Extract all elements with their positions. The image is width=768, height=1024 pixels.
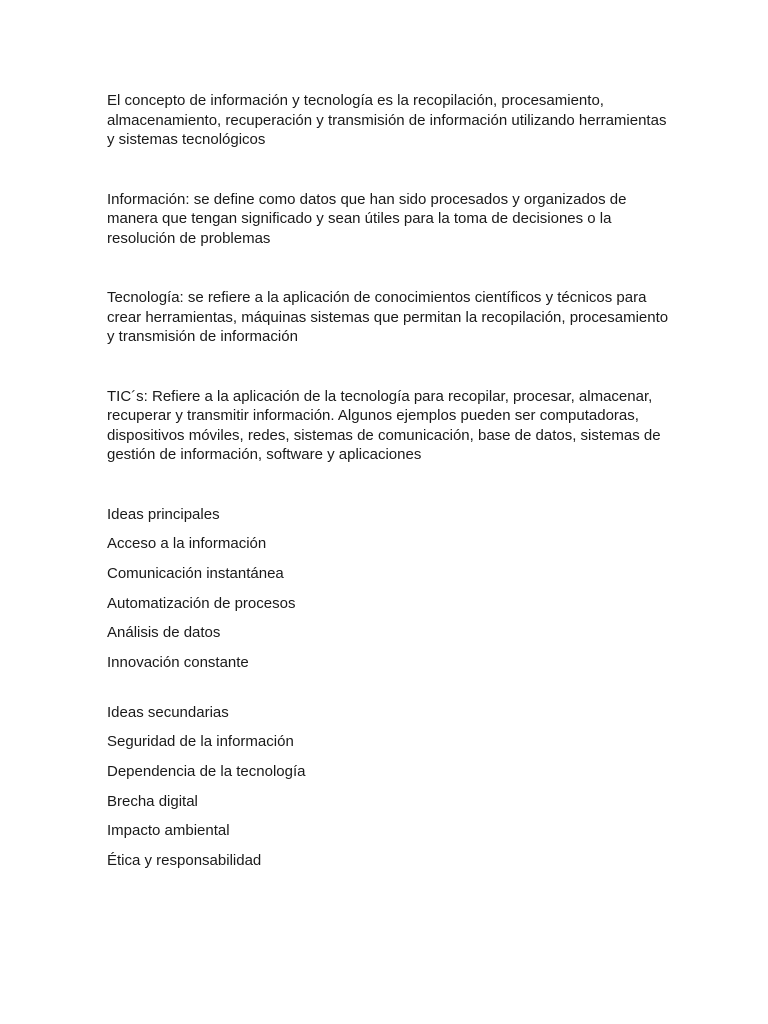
list-item: Comunicación instantánea xyxy=(107,564,284,582)
document-page xyxy=(107,91,677,881)
list-item: Análisis de datos xyxy=(107,624,221,642)
list-item: Innovación constante xyxy=(107,653,249,671)
ideas-principales-heading: Ideas principales xyxy=(107,505,220,523)
list-item: Brecha digital xyxy=(107,792,198,810)
paragraph-tecnologia: Tecnología: se refiere a la aplicación de conocimientos científicos y técnicos para crear herramientas, máquinas sistemas que permitan la recopilación, procesamiento y transmisión de información xyxy=(107,289,669,345)
section-spacer xyxy=(107,683,677,703)
ideas-secundarias-list xyxy=(107,732,677,870)
ideas-principales-section xyxy=(107,505,677,673)
list-item: Ética y responsabilidad xyxy=(107,852,262,870)
paragraph-tics: TIC´s: Refiere a la aplicación de la tecnología para recopilar, procesar, almacenar, recuperar y transmitir información. Algunos ejemplos pueden ser computadoras, dispositivos móviles, redes, sistemas de comunicación, base de datos, sistemas de gestión de información, software y aplicaciones xyxy=(107,387,661,463)
ideas-secundarias-section xyxy=(107,703,677,871)
list-item: Dependencia de la tecnología xyxy=(107,763,306,780)
ideas-principales-list xyxy=(107,534,677,672)
list-item: Automatización de procesos xyxy=(107,594,296,612)
ideas-secundarias-heading: Ideas secundarias xyxy=(107,703,229,721)
paragraph-informacion: Información: se define como datos que han sido procesados y organizados de manera que tengan significado y sean útiles para la toma de decisiones o la resolución de problemas xyxy=(107,190,627,247)
list-item: Seguridad de la información xyxy=(107,733,294,751)
paragraph-concepto: El concepto de información y tecnología es la recopilación, procesamiento, almacenamiento, recuperación y transmisión de información utilizando herramientas y sistemas tecnológicos xyxy=(107,92,667,148)
list-item: Impacto ambiental xyxy=(107,822,230,840)
list-item: Acceso a la información xyxy=(107,535,267,553)
